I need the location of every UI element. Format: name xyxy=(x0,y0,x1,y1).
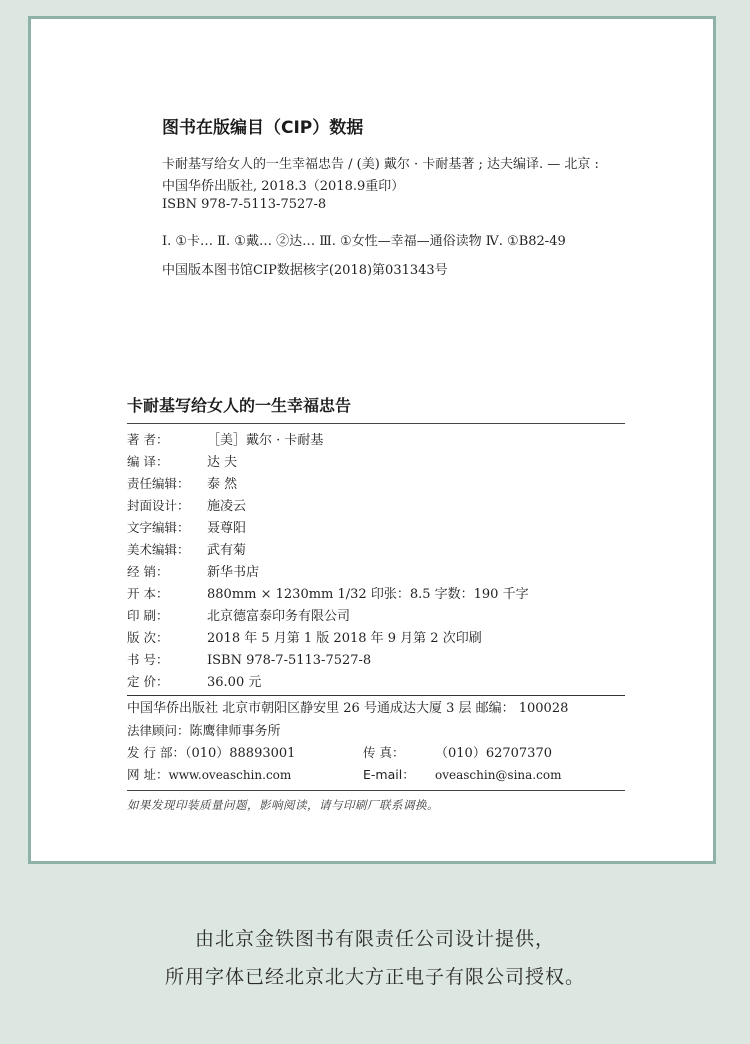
info-value: 新华书店 xyxy=(207,565,260,580)
cip-line-1: 卡耐基写给女人的一生幸福忠告 / (美) 戴尔 · 卡耐基著 ; 达夫编译. — 北京 : xyxy=(162,157,599,172)
info-label: 责任编辑： xyxy=(127,476,190,491)
cip-line-5: 中国版本图书馆CIP数据核字(2018)第031343号 xyxy=(162,263,448,278)
info-label: 书 号： xyxy=(127,652,169,667)
info-row-distributor xyxy=(127,562,627,582)
info-value: 36.00 元 xyxy=(207,675,262,690)
web-value: www.oveaschin.com xyxy=(168,768,292,782)
info-row-edition xyxy=(127,628,627,648)
info-label: 经 销： xyxy=(127,564,169,579)
legal-row xyxy=(127,721,627,741)
info-label: 文字编辑： xyxy=(127,520,190,535)
info-label: 开 本： xyxy=(127,586,169,601)
info-row-author xyxy=(127,430,627,450)
cip-line-2: 中国华侨出版社, 2018.3（2018.9重印） xyxy=(162,179,405,194)
info-value: ISBN 978-7-5113-7527-8 xyxy=(207,653,372,668)
quality-notice: 如果发现印装质量问题，影响阅读，请与印刷厂联系调换。 xyxy=(127,798,439,812)
legal-label: 法律顾问： xyxy=(127,723,190,738)
info-row-art-editor xyxy=(127,540,627,560)
divider xyxy=(127,790,625,791)
publisher-address: 中国华侨出版社 北京市朝阳区静安里 26 号通成达大厦 3 层 邮编： 100028 xyxy=(127,701,569,716)
info-row-price xyxy=(127,672,627,692)
info-row-editor xyxy=(127,474,627,494)
info-label: 封面设计： xyxy=(127,498,190,513)
info-label: 定 价： xyxy=(127,674,169,689)
info-value: 2018 年 5 月第 1 版 2018 年 9 月第 2 次印刷 xyxy=(207,631,482,646)
contact-row-1 xyxy=(127,743,627,763)
info-row-format xyxy=(127,584,627,604)
fax-group xyxy=(363,743,552,764)
email-group xyxy=(363,765,561,786)
email-label: E-mail： xyxy=(363,767,415,782)
contact-row-2 xyxy=(127,765,627,785)
info-row-isbn xyxy=(127,650,627,670)
fax-label: 传 真： xyxy=(363,745,405,760)
info-value: 880mm × 1230mm 1/32 印张：8.5 字数：190 千字 xyxy=(207,587,529,602)
info-row-text-editor xyxy=(127,518,627,538)
fax-value: （010）62707370 xyxy=(435,746,552,761)
info-label: 印 刷： xyxy=(127,608,169,623)
credits-line-2: 所用字体已经北京北大方正电子有限公司授权。 xyxy=(164,966,585,988)
info-row-cover-design xyxy=(127,496,627,516)
legal-value: 陈鹰律师事务所 xyxy=(189,724,281,739)
divider xyxy=(127,695,625,696)
web-label: 网 址： xyxy=(127,767,169,782)
dept-label: 发 行 部： xyxy=(127,745,185,760)
dept-value: （010）88893001 xyxy=(184,746,296,761)
cip-line-4: Ⅰ. ①卡… Ⅱ. ①戴… ②达… Ⅲ. ①女性—幸福—通俗读物 Ⅳ. ①B82-49 xyxy=(162,234,566,249)
cip-line-3: ISBN 978-7-5113-7527-8 xyxy=(162,197,327,212)
info-value: 武有菊 xyxy=(207,543,247,558)
divider xyxy=(127,423,625,424)
info-label: 著 者： xyxy=(127,432,169,447)
cip-heading: 图书在版编目（CIP）数据 xyxy=(162,118,364,138)
info-row-printer xyxy=(127,606,627,626)
publisher-address-row xyxy=(127,699,627,719)
info-label: 编 译： xyxy=(127,454,169,469)
copyright-page xyxy=(28,16,716,864)
email-value: oveaschin@sina.com xyxy=(435,768,562,782)
info-value: 达 夫 xyxy=(207,455,238,470)
info-value: 施凌云 xyxy=(207,499,247,514)
info-value: ［美］戴尔 · 卡耐基 xyxy=(207,433,324,448)
info-label: 版 次： xyxy=(127,630,169,645)
book-title: 卡耐基写给女人的一生幸福忠告 xyxy=(127,396,352,415)
info-value: 北京德富泰印务有限公司 xyxy=(207,609,351,624)
info-value: 聂尊阳 xyxy=(207,521,247,536)
info-label: 美术编辑： xyxy=(127,542,190,557)
info-value: 泰 然 xyxy=(207,477,238,492)
info-row-translator xyxy=(127,452,627,472)
credits-line-1: 由北京金铁图书有限责任公司设计提供， xyxy=(194,928,555,950)
